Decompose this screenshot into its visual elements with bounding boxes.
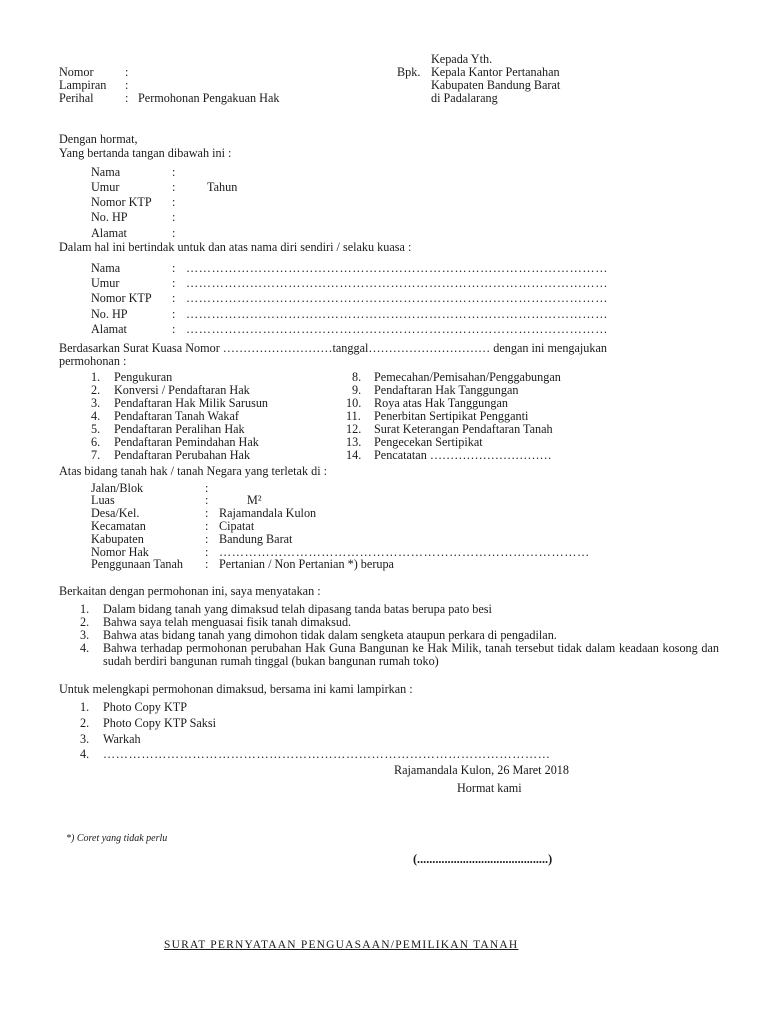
signature-name-placeholder: (...........................................) bbox=[413, 852, 553, 866]
colon: : bbox=[172, 307, 176, 321]
request-num: 7. bbox=[91, 448, 101, 462]
signer-intro: Yang bertanda tangan dibawah ini : bbox=[59, 146, 232, 160]
request-item: Pengecekan Sertipikat bbox=[374, 435, 483, 449]
colon: : bbox=[205, 519, 209, 533]
colon: : bbox=[172, 180, 176, 194]
colon: : bbox=[172, 276, 176, 290]
request-item: Pendaftaran Peralihan Hak bbox=[114, 422, 245, 436]
land-field-label: Penggunaan Tanah bbox=[91, 557, 183, 571]
request-num: 12. bbox=[346, 422, 362, 436]
represented-field-label: Nama bbox=[91, 261, 121, 275]
applicant-field-label: Nama bbox=[91, 165, 121, 179]
land-field-label: Luas bbox=[91, 493, 115, 507]
request-item: Surat Keterangan Pendaftaran Tanah bbox=[374, 422, 553, 436]
land-intro: Atas bidang tanah hak / tanah Negara yang terletak di : bbox=[59, 464, 328, 478]
land-field-label: Jalan/Blok bbox=[91, 481, 144, 495]
request-item: Pendaftaran Perubahan Hak bbox=[114, 448, 251, 462]
colon: : bbox=[125, 78, 129, 92]
colon: : bbox=[205, 557, 209, 571]
fill-in-dots: ……………………………………………………………………………………… bbox=[186, 261, 608, 275]
request-num: 13. bbox=[346, 435, 362, 449]
request-num: 3. bbox=[91, 396, 101, 410]
applicant-field-label: Nomor KTP bbox=[91, 195, 152, 209]
perihal-value: Permohonan Pengakuan Hak bbox=[138, 91, 280, 105]
colon: : bbox=[172, 291, 176, 305]
request-num: 14. bbox=[346, 448, 362, 462]
request-num: 4. bbox=[91, 409, 101, 423]
statement-num: 4. bbox=[80, 641, 90, 655]
request-item: Penerbitan Sertipikat Pengganti bbox=[374, 409, 529, 423]
attachment-num: 3. bbox=[80, 732, 90, 746]
perihal-label: Perihal bbox=[59, 91, 94, 105]
recipient-line: di Padalarang bbox=[431, 91, 498, 105]
colon: : bbox=[172, 210, 176, 224]
attachment-item: Photo Copy KTP bbox=[103, 700, 187, 714]
request-item: Pendaftaran Pemindahan Hak bbox=[114, 435, 259, 449]
request-num: 8. bbox=[352, 370, 362, 384]
request-num: 11. bbox=[346, 409, 361, 423]
addressee-title: Bpk. bbox=[397, 65, 421, 79]
fill-in-dots: ……………………………………………………………………………………… bbox=[186, 322, 608, 336]
applicant-field-label: Umur bbox=[91, 180, 120, 194]
applicant-field-label: Alamat bbox=[91, 226, 127, 240]
statement-item: Bahwa terhadap permohonan perubahan Hak Guna Bangunan ke Hak Milik, tanah tersebut tidak dalam keadaan kosong dan sudah berdiri bangunan rumah tinggal (bukan bangunan rumah toko) bbox=[103, 641, 719, 668]
colon: : bbox=[205, 545, 209, 559]
land-field-label: Nomor Hak bbox=[91, 545, 149, 559]
request-num: 5. bbox=[91, 422, 101, 436]
statements-intro: Berkaitan dengan permohonan ini, saya menyatakan : bbox=[59, 584, 321, 598]
statement-item: Bahwa saya telah menguasai fisik tanah dimaksud. bbox=[103, 615, 352, 629]
request-num: 6. bbox=[91, 435, 101, 449]
colon: : bbox=[205, 493, 209, 507]
land-field-value: M² bbox=[247, 493, 262, 507]
represented-field-label: No. HP bbox=[91, 307, 128, 321]
fill-in-dots: ……………………………………………………………………………………… bbox=[186, 276, 608, 290]
colon: : bbox=[205, 481, 209, 495]
request-item: Pencatatan ………………………… bbox=[374, 448, 552, 462]
represented-field-label: Alamat bbox=[91, 322, 127, 336]
recipient-line: Kabupaten Bandung Barat bbox=[431, 78, 561, 92]
land-field-value: Bandung Barat bbox=[219, 532, 293, 546]
request-num: 10. bbox=[346, 396, 362, 410]
footnote: *) Coret yang tidak perlu bbox=[66, 833, 168, 844]
fill-in-dots: ……………………………………………………………………………………… bbox=[186, 307, 608, 321]
next-document-title: SURAT PERNYATAAN PENGUASAAN/PEMILIKAN TANAH bbox=[164, 939, 519, 951]
attachments-intro: Untuk melengkapi permohonan dimaksud, bersama ini kami lampirkan : bbox=[59, 682, 413, 696]
request-item: Pendaftaran Tanah Wakaf bbox=[114, 409, 239, 423]
request-num: 9. bbox=[352, 383, 362, 397]
land-field-label: Kecamatan bbox=[91, 519, 146, 533]
request-item: Pemecahan/Pemisahan/Penggabungan bbox=[374, 370, 561, 384]
request-item: Roya atas Hak Tanggungan bbox=[374, 396, 508, 410]
colon: : bbox=[172, 261, 176, 275]
colon: : bbox=[125, 91, 129, 105]
kuasa-statement-cont: permohonan : bbox=[59, 354, 127, 368]
representation-intro: Dalam hal ini bertindak untuk dan atas nama diri sendiri / selaku kuasa : bbox=[59, 240, 412, 254]
request-item: Konversi / Pendaftaran Hak bbox=[114, 383, 250, 397]
kuasa-statement: Berdasarkan Surat Kuasa Nomor ………………………tanggal………………………… dengan ini mengajukan bbox=[59, 341, 608, 355]
attachment-item: Warkah bbox=[103, 732, 141, 746]
colon: : bbox=[125, 65, 129, 79]
represented-field-label: Umur bbox=[91, 276, 120, 290]
umur-unit: Tahun bbox=[207, 180, 238, 194]
lampiran-label: Lampiran bbox=[59, 78, 107, 92]
colon: : bbox=[172, 195, 176, 209]
statement-item: Bahwa atas bidang tanah yang dimohon tidak dalam sengketa ataupun perkara di pengadilan. bbox=[103, 628, 557, 642]
land-field-label: Kabupaten bbox=[91, 532, 144, 546]
request-item: Pendaftaran Hak Milik Sarusun bbox=[114, 396, 269, 410]
statement-num: 3. bbox=[80, 628, 90, 642]
statement-item: Dalam bidang tanah yang dimaksud telah dipasang tanda batas berupa pato besi bbox=[103, 602, 492, 616]
fill-in-dots: ……………………………………………………………………………………… bbox=[186, 291, 608, 305]
request-num: 2. bbox=[91, 383, 101, 397]
land-field-value: Cipatat bbox=[219, 519, 255, 533]
colon: : bbox=[172, 322, 176, 336]
applicant-field-label: No. HP bbox=[91, 210, 128, 224]
land-field-label: Desa/Kel. bbox=[91, 506, 140, 520]
colon: : bbox=[205, 506, 209, 520]
statement-num: 1. bbox=[80, 602, 90, 616]
represented-field-label: Nomor KTP bbox=[91, 291, 152, 305]
land-field-value: Rajamandala Kulon bbox=[219, 506, 317, 520]
request-num: 1. bbox=[91, 370, 101, 384]
colon: : bbox=[172, 165, 176, 179]
request-item: Pengukuran bbox=[114, 370, 173, 384]
attachment-item: Photo Copy KTP Saksi bbox=[103, 716, 216, 730]
attachment-num: 4. bbox=[80, 747, 90, 761]
land-field-value: Pertanian / Non Pertanian *) berupa bbox=[219, 557, 394, 571]
attachment-num: 1. bbox=[80, 700, 90, 714]
nomor-label: Nomor bbox=[59, 65, 94, 79]
statement-num: 2. bbox=[80, 615, 90, 629]
closing: Hormat kami bbox=[457, 781, 522, 795]
attachment-item: …………………………………………………………………………………………… bbox=[103, 747, 551, 761]
greeting: Dengan hormat, bbox=[59, 132, 138, 146]
addressee-salutation: Kepada Yth. bbox=[431, 52, 493, 66]
colon: : bbox=[172, 226, 176, 240]
attachment-num: 2. bbox=[80, 716, 90, 730]
request-item: Pendaftaran Hak Tanggungan bbox=[374, 383, 519, 397]
place-date: Rajamandala Kulon, 26 Maret 2018 bbox=[394, 763, 569, 777]
recipient-line: Kepala Kantor Pertanahan bbox=[431, 65, 560, 79]
colon: : bbox=[205, 532, 209, 546]
land-field-value: …………………………………………………………………………… bbox=[219, 545, 590, 559]
